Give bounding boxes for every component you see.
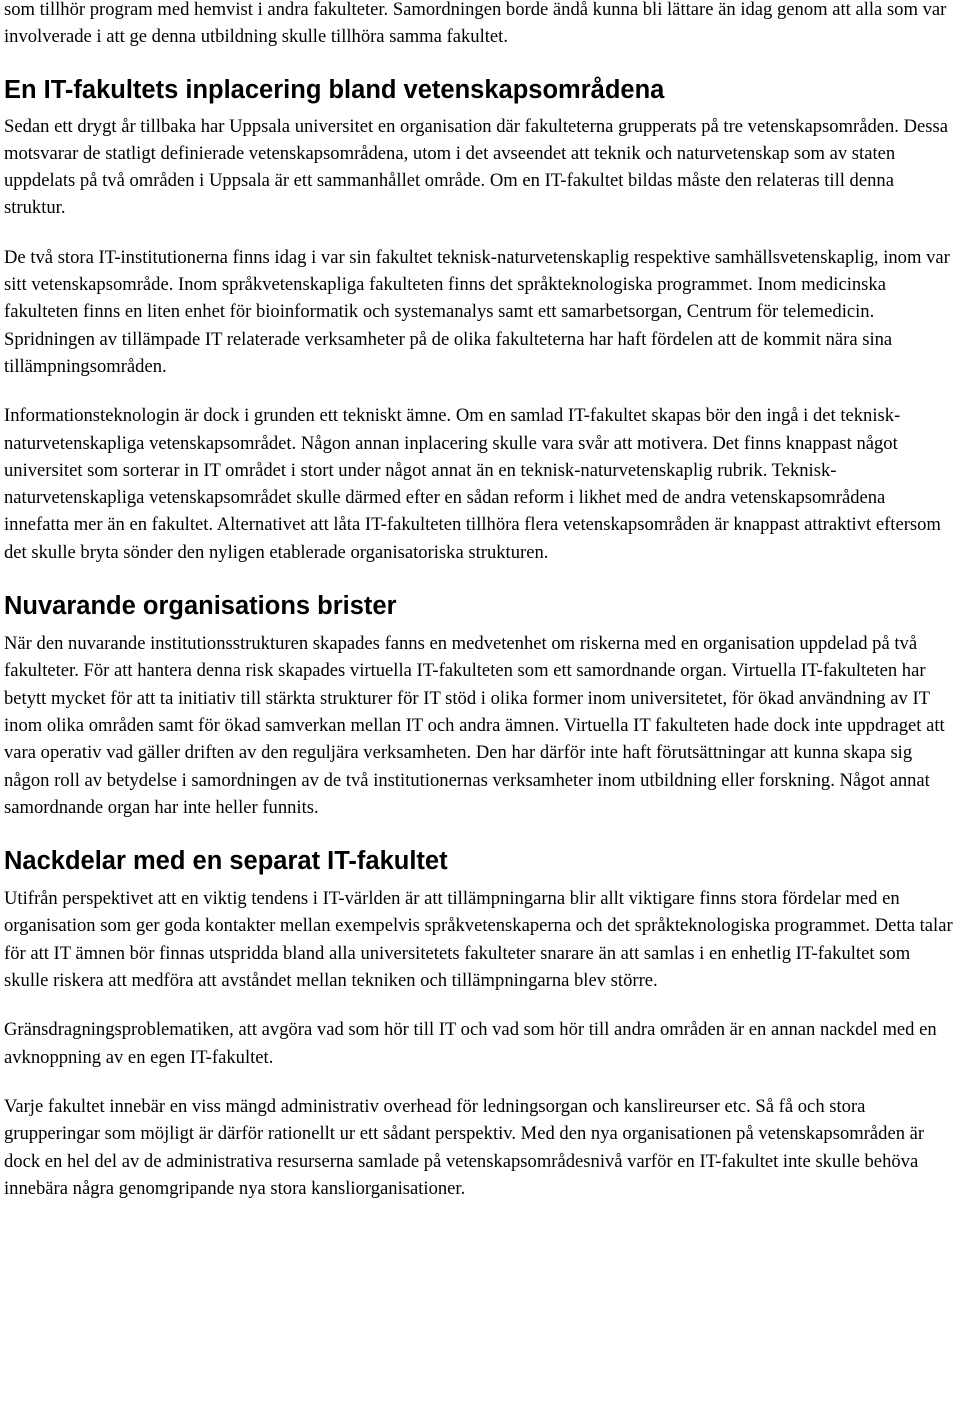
paragraph: De två stora IT-institutionerna finns idag i var sin fakultet teknisk-naturvetenskaplig respektive samhällsvetenskaplig, inom var sitt vetenskapsområde. Inom språkvetenskapliga fakulteten finns det språkteknologiska programmet. Inom medicinska fakulteten finns en liten enhet för bioinformatik och systemanalys samt ett samarbetsorgan, Centrum för telemedicin. Spridningen av tillämpade IT relaterade verksamheter på de olika fakulteterna har haft fördelen att de kommit nära sina tillämpningsområden. xyxy=(4,246,950,377)
paragraph: Sedan ett drygt år tillbaka har Uppsala universitet en organisation där fakulteterna grupperats på tre vetenskapsområden. Dessa motsvarar de statligt definierade vetenskapsområdena, utom i det avseendet att teknik och naturvetenskap som av staten uppdelats på två områden i Uppsala är ett sammanhållet område. Om en IT-fakultet bildas måste den relateras till denna struktur. xyxy=(4,115,948,219)
section-heading-brister: Nuvarande organisations brister xyxy=(4,592,397,621)
paragraph: Utifrån perspektivet att en viktig tendens i IT-världen är att tillämpningarna blir allt viktigare finns stora fördelar med en organisation som ger goda kontakter mellan exempelvis språkvetenskaperna och det språkteknologiska programmet. Detta talar för att IT ämnen bör finnas utspridda bland alla universitetets fakulteter snarare än att samlas i en enhetlig IT-fakultet som skulle riskera att medföra att avståndet mellan tekniken och tillämpningarna blev större. xyxy=(4,888,953,992)
intro-paragraph: som tillhör program med hemvist i andra fakulteter. Samordningen borde ändå kunna bli lättare än idag genom att alla som var involverade i att ge denna utbildning skulle tillhöra samma fakultet. xyxy=(4,0,947,48)
paragraph: När den nuvarande institutionsstrukturen skapades fanns en medvetenhet om riskerna med en organisation uppdelad på två fakulteter. För att hantera denna risk skapades virtuella IT-fakulteten som ett samordnande organ. Virtuella IT-fakulteten har betytt mycket för att ta initiativ till stärkta strukturer för IT stöd i olika former inom universitetet, för ökad användning av IT inom olika områden samt för ökad samverkan mellan IT och andra ämnen. Virtuella IT fakulteten hade dock inte uppdraget att vara operativ vad gäller driften av den reguljära verksamheten. Den har därför inte haft förutsättningar att kunna skapa sig någon roll av betydelse i samordningen av de två institutionernas verksamheter inom utbildning eller forskning. Något annat samordnande organ har inte heller funnits. xyxy=(4,633,945,818)
document-page xyxy=(4,0,954,1202)
paragraph: Informationsteknologin är dock i grunden ett tekniskt ämne. Om en samlad IT-fakultet skapas bör den ingå i det teknisk-naturvetenskapliga vetenskapsområdet. Någon annan inplacering skulle vara svår att motivera. Det finns knappast något universitet som sorterar in IT området i stort under något annat än en teknisk-naturvetenskaplig rubrik. Teknisk-naturvetenskapliga vetenskapsområdet skulle därmed efter en sådan reform i likhet med de andra vetenskapsområdena innefatta mer än en fakultet. Alternativet att låta IT-fakulteten tillhöra flera vetenskapsområden är knappast attraktivt eftersom det skulle bryta sönder den nyligen etablerade organisatoriska strukturen. xyxy=(4,405,941,563)
paragraph: Varje fakultet innebär en viss mängd administrativ overhead för ledningsorgan och kanslireurser etc. Så få och stora grupperingar som möjligt är därför rationellt ur ett sådant perspektiv. Med den nya organisationen på vetenskapsområden är dock en hel del av de administrativa resurserna samlade på vetenskapsområdesnivå varför en IT-fakultet inte skulle behöva innebära några genomgripande nya stora kansliorganisationer. xyxy=(4,1095,925,1199)
paragraph: Gränsdragningsproblematiken, att avgöra vad som hör till IT och vad som hör till andra områden är en annan nackdel med en avknoppning av en egen IT-fakultet. xyxy=(4,1019,937,1068)
section-heading-inplacering: En IT-fakultets inplacering bland vetenskapsområdena xyxy=(4,75,665,104)
section-heading-nackdelar: Nackdelar med en separat IT-fakultet xyxy=(4,847,448,876)
